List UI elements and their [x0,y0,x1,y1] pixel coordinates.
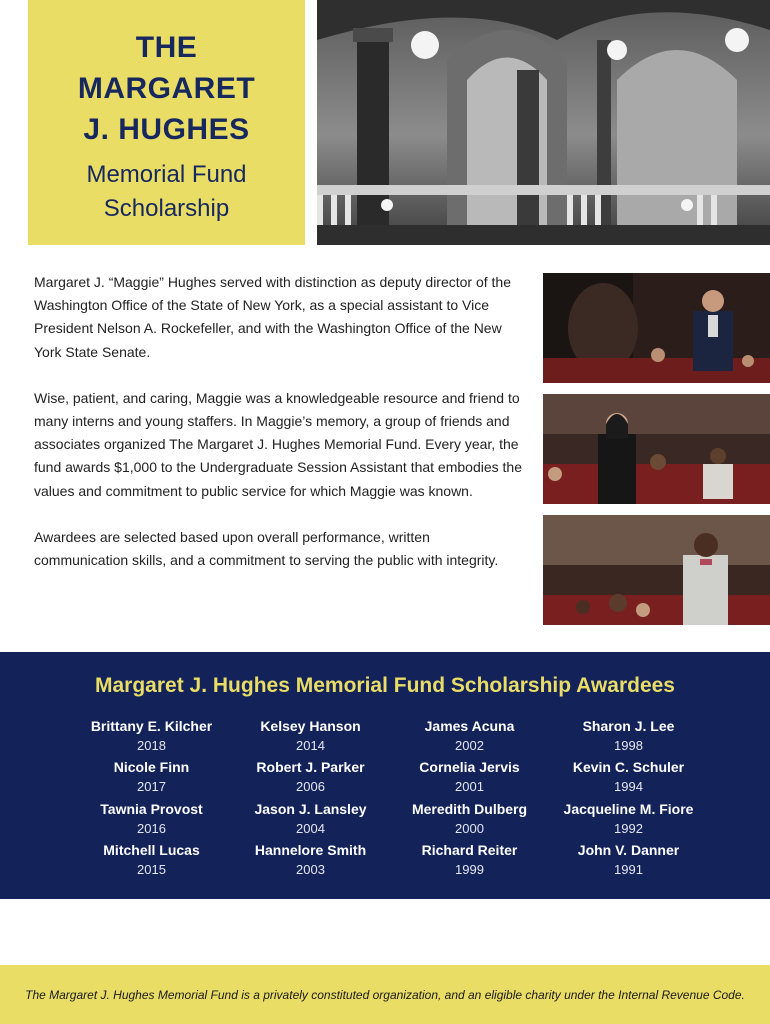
senate-chamber-photo [317,0,770,245]
awardee-entry [72,840,231,881]
subtitle-line-1: Memorial Fund [86,161,247,188]
awardee-entry [390,716,549,757]
awardee-entry [231,840,390,881]
side-photo-speaker-2 [543,394,770,504]
awardee-name: Kevin C. Schuler [572,759,685,776]
side-photo-speaker-3 [543,515,770,625]
awardee-name: Robert J. Parker [256,759,365,776]
footer-note: The Margaret J. Hughes Memorial Fund is a privately constituted organization, and an eligible charity under the Internal Revenue Code. [25,987,745,1002]
title-box [28,0,305,245]
awardee-entry [231,799,390,840]
awardee-entry [549,757,708,798]
awardees-heading: Margaret J. Hughes Memorial Fund Scholarship Awardees [95,674,675,697]
awardee-entry [549,840,708,881]
intro-paragraph: Awardees are selected based upon overall performance, written communication skills, and a commitment to serving the public with integrity. [34,528,499,569]
side-photo-speaker-1 [543,273,770,383]
awardee-name: Tawnia Provost [100,800,203,817]
awardee-year: 1991 [614,862,643,878]
awardee-year: 2015 [137,862,166,878]
awardee-name: Sharon J. Lee [582,718,675,734]
awardee-entry [231,757,390,798]
footer-bar [0,965,770,1024]
awardee-year: 1994 [614,779,643,795]
awardee-name: Richard Reiter [421,842,518,859]
awardee-name: Mitchell Lucas [103,842,200,859]
awardee-name: Cornelia Jervis [419,759,520,776]
awardee-entry [72,799,231,840]
awardee-year: 2018 [137,738,166,753]
awardee-year: 1998 [614,738,643,753]
awardees-section [0,652,770,899]
title-line-2: MARGARET [77,72,256,105]
awardee-year: 1999 [455,862,484,878]
awardee-year: 2014 [296,738,325,753]
title-line-3: J. HUGHES [83,113,250,146]
title-line-1: THE [135,31,198,64]
awardee-year: 2000 [455,820,484,836]
awardee-year: 2006 [296,779,325,795]
awardee-year: 2001 [455,779,484,795]
awardee-grid [72,716,708,882]
awardee-entry [72,716,231,757]
intro-text [34,271,522,595]
awardee-name: James Acuna [424,718,515,734]
subtitle-line-2: Scholarship [103,195,230,222]
intro-paragraph: Wise, patient, and caring, Maggie was a knowledgeable resource and friend to many interns and young staffers. In Maggie’s memory, a group of friends and associates organized The Margaret J. Hughes Memorial Fund. Every year, the fund awards $1,000 to the Undergraduate Session Assistant that embodies the values and commitment to public service for which Maggie was known. [34,389,522,499]
awardee-entry [390,799,549,840]
intro-paragraph: Margaret J. “Maggie” Hughes served with distinction as deputy director of the Washington Office of the State of New York, as a special assistant to Vice President Nelson A. Rockefeller, and with the Washington Office of the New York State Senate. [34,274,512,360]
awardee-name: Jason J. Lansley [254,800,367,817]
awardee-entry [390,840,549,881]
page-subtitle [28,158,305,226]
awardee-year: 2017 [137,779,166,795]
awardee-entry [390,757,549,798]
awardee-entry [72,757,231,798]
awardee-year: 2004 [296,820,325,836]
awardee-year: 2016 [137,820,166,836]
awardee-name: Meredith Dulberg [411,800,528,817]
awardee-name: Hannelore Smith [254,842,367,859]
awardee-entry [549,799,708,840]
awardee-name: John V. Danner [577,842,680,859]
awardee-name: Jacqueline M. Fiore [563,800,694,817]
awardee-year: 1992 [614,820,643,836]
awardee-name: Brittany E. Kilcher [90,718,213,734]
awardee-year: 2002 [455,738,484,753]
awardee-name: Kelsey Hanson [260,718,361,734]
awardee-entry [549,716,708,757]
page-title [28,0,305,150]
awardee-name: Nicole Finn [113,759,190,776]
awardee-entry [231,716,390,757]
awardee-year: 2003 [296,862,325,878]
